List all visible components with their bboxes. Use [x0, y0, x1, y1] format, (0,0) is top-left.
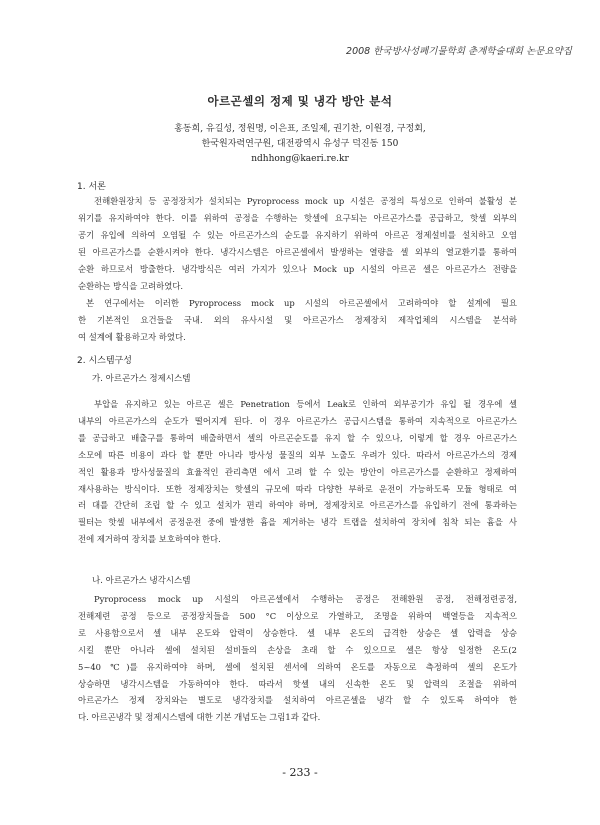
paragraph-line: 공기 유입에 의하여 오염될 수 있는 아르곤가스의 순도를 유지하기 위하여 아르곤 정제설비를 설치하고 오염	[78, 229, 517, 240]
author-email: ndhhong@kaeri.re.kr	[251, 154, 349, 164]
subsection-heading-cooling: 나. 아르곤가스 냉각시스템	[92, 576, 191, 586]
paragraph-line: 재사용하는 방식이다. 또한 정제장치는 핫셀의 규모에 따라 다양한 부하로 운전이 가능하도록 모듈 형태로 여	[78, 483, 517, 494]
paragraph-line: 를 공급하고 배출구를 통하여 배출하면서 셀의 아르곤순도를 유지 할 수 있으나, 이렇게 할 경우 아르곤가스	[78, 432, 517, 443]
paragraph-line: 상승하면 냉각시스템을 가동하여야 한다. 따라서 핫셀 내의 신속한 온도 및 압력의 조절을 위하여	[78, 678, 517, 689]
paragraph-line: 로 사용함으로서 셀 내부 온도와 압력이 상승한다. 셀 내부 온도의 급격한 상승은 셀 압력을 상승	[78, 627, 517, 638]
subsection-heading-purification: 가. 아르곤가스 정제시스템	[92, 374, 191, 384]
paragraph-line: 된 아르곤가스를 순환시켜야 한다. 냉각시스템은 아르곤셀에서 발생하는 열량을 셀 외부의 열교환기를 통하여	[78, 246, 517, 257]
cooling-paragraph	[78, 591, 517, 726]
paragraph-line: 순환 하므로서 방출한다. 냉각방식은 여러 가지가 있으나 Mock up 시설의 아르곤 셀은 아르곤가스 전량을	[78, 263, 517, 274]
page-number: - 233 -	[282, 766, 318, 779]
section-heading-system: 2. 시스템구성	[77, 356, 132, 366]
section-heading-introduction: 1. 서론	[77, 182, 106, 192]
paragraph-line: 아르곤가스 정제 장치와는 별도로 냉각장치를 설치하여 아르곤셀을 냉각 할 수 있도록 하여야 한	[78, 695, 517, 706]
author-block	[0, 122, 600, 167]
paragraph-line: Pyroprocess mock up 시설의 아르곤셀에서 수행하는 공정은 전해환원 공정, 전해정련공정,	[94, 594, 517, 604]
paper-title: 아르곤셀의 정제 및 냉각 방안 분석	[207, 94, 393, 108]
paragraph-line: 여 설계에 활용하고자 하였다.	[78, 331, 186, 342]
paragraph-line: 한 기본적인 요건들을 국내. 외의 유사시설 및 아르곤가스 정제장치 제작업체의 시스템을 분석하	[78, 314, 517, 325]
paragraph-line: 러 대를 간단히 조립 할 수 있고 설치가 편리 하여야 하며, 정제장치로 아르곤가스를 유입하기 전에 통과하는	[78, 500, 517, 511]
paragraph-line: 필터는 핫셀 내부에서 공정운전 중에 발생한 흄을 제거하는 냉각 트랩을 설치하여 장치에 침착 되는 흄을 사	[78, 517, 517, 528]
conference-header: 2008 한국방사성폐기물학회 춘계학술대회 논문요약집	[346, 46, 572, 57]
paragraph-line: 소모에 따른 비용이 과다 할 뿐만 아니라 방사성 물질의 외부 노출도 우려가 있다. 따라서 아르곤가스의 경제	[78, 449, 517, 460]
paragraph-line: 내부의 아르곤가스의 순도가 떨어지게 된다. 이 경우 아르곤가스 공급시스템을 통하여 지속적으로 아르곤가스	[78, 415, 517, 426]
paragraph-line: 위기를 유지하여야 한다. 이를 위하여 공정을 수행하는 핫셀에 요구되는 아르곤가스를 공급하고, 핫셀 외부의	[78, 212, 517, 223]
introduction-paragraph-1	[78, 193, 517, 294]
paragraph-line: 본 연구에서는 이러한 Pyroprocess mock up 시설의 아르곤셀에서 고려하여야 할 설계에 필요	[86, 298, 517, 308]
paragraph-line: 시킬 뿐만 아니라 셀에 설치된 설비들의 손상을 초래 할 수 있으므로 셀은 항상 일정한 온도(2	[78, 644, 517, 655]
author-affiliation: 한국원자력연구원, 대전광역시 유성구 덕진동 150	[201, 139, 399, 149]
paragraph-line: 적인 활용과 방사성물질의 효율적인 관리측면 에서 고려 할 수 있는 방안이 아르곤가스를 순환하고 정제하여	[78, 466, 517, 477]
paragraph-line: 부압을 유지하고 있는 아르곤 셀은 Penetration 등에서 Leak로 인하여 외부공기가 유입 될 경우에 셀	[94, 399, 517, 409]
author-names: 홍동희, 유길성, 정원명, 이은표, 조일제, 권기찬, 이원경, 구정회,	[174, 124, 426, 134]
paragraph-line: 전에 제거하여 장치를 보호하여야 한다.	[78, 534, 221, 545]
paragraph-line: 5~40 ℃)를 유지하여야 하며, 셀에 설치된 센서에 의하여 온도를 자동으로 측정하여 셀의 온도가	[78, 661, 517, 672]
paragraph-line: 전해제련 공정 등으로 공정장치들을 500 °C 이상으로 가열하고, 조명을 위하여 백열등을 지속적으	[78, 610, 517, 621]
introduction-paragraph-2	[78, 295, 517, 346]
paragraph-line: 다. 아르곤냉각 및 정제시스템에 대한 기본 개념도는 그림1과 같다.	[78, 712, 321, 723]
paragraph-line: 순환하는 방식을 고려하였다.	[78, 280, 184, 291]
purification-paragraph	[78, 396, 517, 548]
paragraph-line: 전해환원장치 등 공정장치가 설치되는 Pyroprocess mock up 시설은 공정의 특성으로 인하여 불활성 분	[94, 196, 517, 206]
